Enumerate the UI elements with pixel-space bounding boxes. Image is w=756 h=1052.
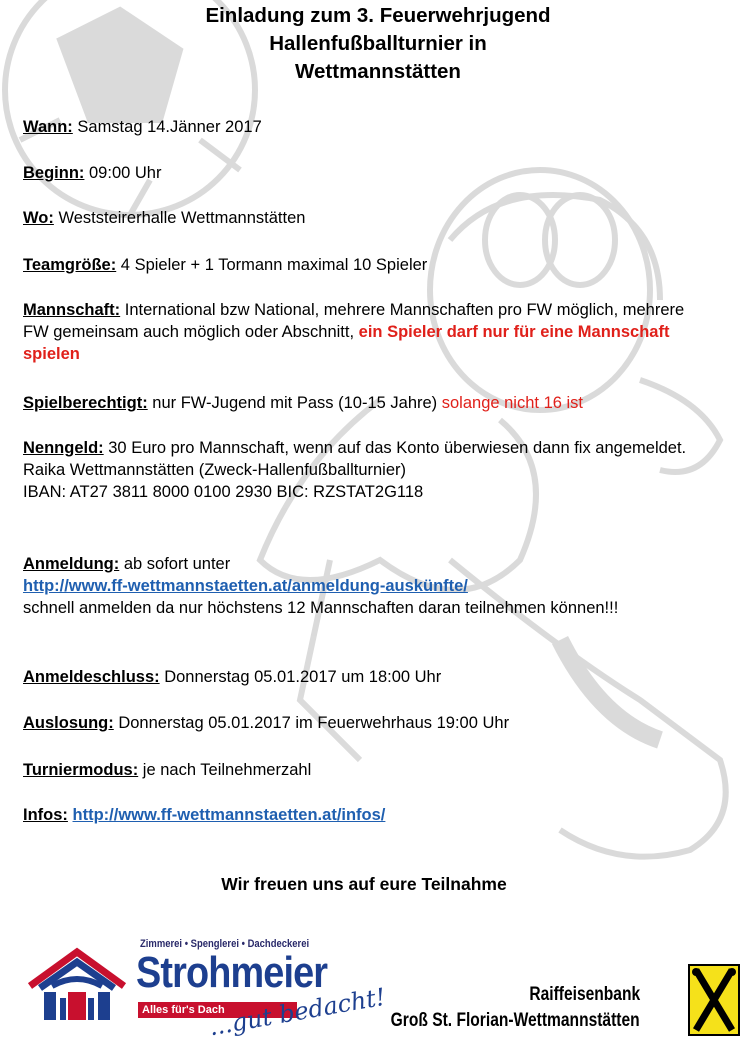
deadline-value: Donnerstag 05.01.2017 um 18:00 Uhr bbox=[159, 668, 442, 686]
team-size-label: Teamgröße: bbox=[23, 256, 117, 274]
eligibility-row bbox=[23, 392, 723, 414]
location-label: Wo: bbox=[23, 209, 54, 227]
location-row bbox=[23, 207, 723, 229]
team-value: International bzw National, mehrere Mannschaften pro FW möglich, mehrere FW gemeinsam auch möglich oder Abschnitt, bbox=[23, 301, 685, 341]
title-line-1: Einladung zum 3. Feuerwehrjugend bbox=[205, 4, 551, 27]
deadline-row bbox=[23, 666, 723, 688]
start-value: 09:00 Uhr bbox=[84, 164, 162, 182]
strohmeier-slogan: ...gut bedacht! bbox=[206, 982, 388, 1042]
draw-row bbox=[23, 712, 723, 734]
strohmeier-name: Strohmeier bbox=[136, 948, 328, 997]
fee-row bbox=[23, 437, 713, 503]
fee-iban: IBAN: AT27 3811 8000 0100 2930 BIC: RZSTAT2G118 bbox=[23, 483, 424, 501]
eligibility-value: nur FW-Jugend mit Pass (10-15 Jahre) bbox=[147, 394, 442, 412]
mode-value: je nach Teilnehmerzahl bbox=[138, 761, 312, 779]
location-value: Weststeirerhalle Wettmannstätten bbox=[53, 209, 306, 227]
info-link[interactable]: http://www.ff-wettmannstaetten.at/infos/ bbox=[72, 806, 386, 824]
strohmeier-banner: Alles für's Dach bbox=[138, 1002, 297, 1018]
team-row bbox=[23, 299, 703, 365]
title-line-2: Hallenfußballturnier in bbox=[269, 32, 487, 55]
eligibility-highlight: solange nicht 16 ist bbox=[441, 394, 584, 412]
roof-house-icon bbox=[22, 946, 132, 1026]
fee-value: 30 Euro pro Mannschaft, wenn auf das Konto überwiesen dann fix angemeldet. bbox=[103, 439, 687, 457]
mode-row bbox=[23, 759, 723, 781]
draw-label: Auslosung: bbox=[23, 714, 114, 732]
info-row bbox=[23, 804, 723, 826]
fee-bank: Raika Wettmannstätten (Zweck-Hallenfußballturnier) bbox=[23, 461, 407, 479]
registration-value: ab sofort unter bbox=[119, 555, 231, 573]
team-size-value: 4 Spieler + 1 Tormann maximal 10 Spieler bbox=[116, 256, 428, 274]
raiffeisen-gable-cross-icon bbox=[688, 964, 740, 1036]
when-row bbox=[23, 116, 723, 138]
strohmeier-tagline: Zimmerei • Spenglerei • Dachdeckerei bbox=[140, 938, 310, 950]
start-row bbox=[23, 162, 723, 184]
team-size-row bbox=[23, 254, 723, 276]
registration-label: Anmeldung: bbox=[23, 555, 120, 573]
draw-value: Donnerstag 05.01.2017 im Feuerwehrhaus 19:00 Uhr bbox=[113, 714, 510, 732]
mode-label: Turniermodus: bbox=[23, 761, 139, 779]
registration-row bbox=[23, 553, 703, 619]
raiffeisen-branch: Groß St. Florian-Wettmannstätten bbox=[390, 1010, 640, 1031]
closing-message: Wir freuen uns auf eure Teilnahme bbox=[221, 874, 507, 894]
strohmeier-logo[interactable] bbox=[22, 938, 388, 1048]
start-label: Beginn: bbox=[23, 164, 85, 182]
eligibility-label: Spielberechtigt: bbox=[23, 394, 148, 412]
deadline-label: Anmeldeschluss: bbox=[23, 668, 160, 686]
registration-link[interactable]: http://www.ff-wettmannstaetten.at/anmeldung-auskünfte/ bbox=[23, 577, 468, 595]
registration-note: schnell anmelden da nur höchstens 12 Mannschaften daran teilnehmen können!!! bbox=[23, 599, 619, 617]
title-line-3: Wettmannstätten bbox=[295, 60, 461, 83]
invitation-title bbox=[0, 2, 756, 86]
when-value: Samstag 14.Jänner 2017 bbox=[72, 118, 262, 136]
team-rule-highlight: ein Spieler darf nur für eine Mannschaft spielen bbox=[23, 323, 670, 363]
fee-label: Nenngeld: bbox=[23, 439, 104, 457]
raiffeisen-logo[interactable] bbox=[356, 962, 748, 1042]
team-label: Mannschaft: bbox=[23, 301, 121, 319]
when-label: Wann: bbox=[23, 118, 73, 136]
raiffeisen-name: Raiffeisenbank bbox=[529, 984, 640, 1005]
info-label: Infos: bbox=[23, 806, 68, 824]
